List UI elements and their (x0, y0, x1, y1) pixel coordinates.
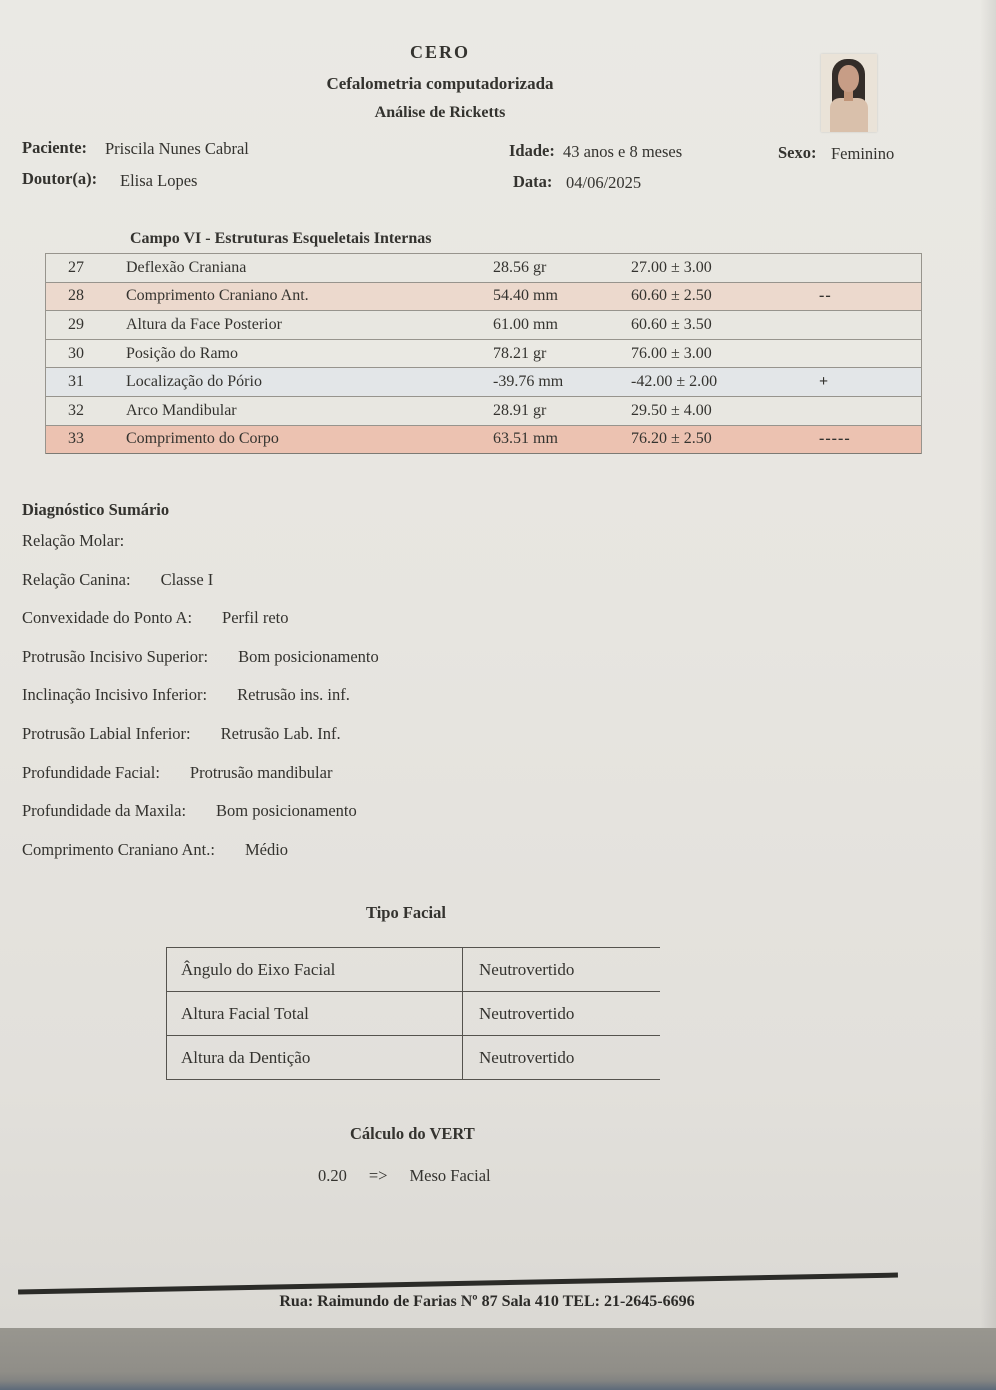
measure-name: Localização do Pório (126, 373, 262, 391)
diagnosis-label: Relação Molar: (22, 531, 125, 550)
diagnosis-title: Diagnóstico Sumário (22, 500, 170, 519)
measure-name: Comprimento Craniano Ant. (126, 287, 309, 305)
measure-name: Posição do Ramo (126, 344, 238, 362)
measure-name: Arco Mandibular (126, 401, 237, 419)
diagnosis-item (22, 531, 722, 570)
facial-type-value: Neutrovertido (479, 1047, 575, 1067)
diagnosis-label: Convexidade do Ponto A: (22, 608, 193, 628)
measure-norm: 76.00 ± 3.00 (631, 344, 712, 362)
diagnosis-item (22, 608, 722, 647)
measure-norm: -42.00 ± 2.00 (631, 373, 718, 391)
measurements-table (45, 253, 922, 454)
table-row (46, 254, 921, 283)
measure-norm: 27.00 ± 3.00 (631, 258, 712, 276)
measure-value: 28.91 gr (493, 401, 547, 419)
diagnosis-item (22, 763, 722, 802)
row-number: 29 (68, 315, 84, 333)
sex-label: Sexo: (778, 143, 817, 162)
deviation-marker: -- (819, 287, 832, 305)
vert-result: Meso Facial (409, 1166, 491, 1185)
table-row (46, 426, 921, 455)
table-title: Campo VI - Estruturas Esqueletais Internas (130, 230, 432, 247)
measure-norm: 76.20 ± 2.50 (631, 430, 712, 448)
diagnosis-label: Inclinação Incisivo Inferior: (22, 685, 208, 705)
measure-value: 63.51 mm (493, 430, 558, 448)
diagnosis-list (22, 531, 722, 878)
diagnosis-label: Protrusão Incisivo Superior: (22, 646, 209, 666)
diagnosis-label: Profundidade Facial: (22, 762, 160, 782)
facial-type-value: Neutrovertido (479, 959, 575, 979)
diagnosis-value: Bom posicionamento (238, 646, 379, 666)
table-row (46, 283, 921, 312)
table-row (46, 340, 921, 369)
diagnosis-item (22, 801, 722, 840)
patient-photo (821, 54, 877, 132)
facial-type-label: Altura da Dentição (167, 1036, 463, 1079)
desk-background (0, 1328, 996, 1390)
measure-norm: 60.60 ± 2.50 (631, 287, 712, 305)
deviation-marker: ----- (819, 430, 851, 448)
measure-value: 28.56 gr (493, 258, 547, 276)
table-row (46, 311, 921, 340)
vert-title: Cálculo do VERT (350, 1124, 475, 1143)
footer-address: Rua: Raimundo de Farias Nº 87 Sala 410 TEL: 21-2645-6696 (279, 1293, 695, 1310)
vert-value: 0.20 (318, 1166, 347, 1185)
measure-name: Deflexão Craniana (126, 258, 247, 276)
row-number: 28 (68, 287, 84, 305)
doctor-label: Doutor(a): (22, 169, 98, 188)
facial-type-row (167, 1036, 660, 1080)
diagnosis-value: Protrusão mandibular (189, 762, 333, 782)
facial-type-title: Tipo Facial (366, 903, 446, 922)
facial-type-label: Altura Facial Total (167, 992, 463, 1035)
facial-type-table (166, 947, 660, 1080)
diagnosis-label: Relação Canina: (22, 569, 131, 589)
vert-result-line (318, 1166, 491, 1186)
patient-name: Priscila Nunes Cabral (105, 139, 249, 158)
diagnosis-item (22, 724, 722, 763)
age-value: 43 anos e 8 meses (563, 142, 683, 161)
row-number: 30 (68, 344, 84, 362)
measure-value: -39.76 mm (493, 373, 564, 391)
diagnosis-item (22, 570, 722, 609)
facial-type-row (167, 948, 660, 992)
table-row (46, 397, 921, 426)
report-header (200, 42, 680, 122)
measure-value: 61.00 mm (493, 315, 558, 333)
diagnosis-label: Comprimento Craniano Ant.: (22, 839, 215, 859)
clinic-name: CERO (409, 42, 470, 62)
age-label: Idade: (509, 141, 555, 160)
measure-value: 54.40 mm (493, 287, 558, 305)
page-edge-shadow (980, 0, 996, 1330)
photo-shoulders-shape (830, 98, 868, 132)
vert-arrow: => (368, 1166, 388, 1185)
diagnosis-item (22, 647, 722, 686)
diagnosis-item (22, 840, 722, 879)
date-label: Data: (513, 172, 553, 191)
facial-type-row (167, 992, 660, 1036)
table-row (46, 368, 921, 397)
doctor-name: Elisa Lopes (120, 171, 198, 190)
analysis-name: Análise de Ricketts (374, 104, 506, 121)
diagnosis-value: Médio (244, 839, 289, 859)
measure-norm: 60.60 ± 3.50 (631, 315, 712, 333)
diagnosis-item (22, 685, 722, 724)
diagnosis-label: Profundidade da Maxila: (22, 801, 187, 821)
diagnosis-value: Bom posicionamento (216, 801, 357, 821)
date-value: 04/06/2025 (566, 173, 642, 192)
diagnosis-value: Perfil reto (222, 608, 289, 628)
measure-norm: 29.50 ± 4.00 (631, 401, 712, 419)
photo-face-shape (838, 65, 859, 92)
report-subtitle: Cefalometria computadorizada (326, 74, 554, 93)
measure-value: 78.21 gr (493, 344, 547, 362)
row-number: 33 (68, 430, 84, 448)
diagnosis-label: Protrusão Labial Inferior: (22, 723, 191, 743)
measure-name: Comprimento do Corpo (126, 430, 279, 448)
diagnosis-value: Retrusão Lab. Inf. (220, 723, 341, 743)
sex-value: Feminino (831, 144, 895, 163)
row-number: 27 (68, 258, 84, 276)
facial-type-label: Ângulo do Eixo Facial (167, 948, 463, 991)
deviation-marker: + (819, 373, 830, 391)
footer-rule (18, 1273, 898, 1294)
patient-label: Paciente: (22, 138, 88, 157)
row-number: 32 (68, 401, 84, 419)
facial-type-value: Neutrovertido (479, 1003, 575, 1023)
measure-name: Altura da Face Posterior (126, 315, 282, 333)
row-number: 31 (68, 373, 84, 391)
diagnosis-value: Retrusão ins. inf. (237, 685, 350, 705)
diagnosis-value: Classe I (160, 569, 214, 589)
